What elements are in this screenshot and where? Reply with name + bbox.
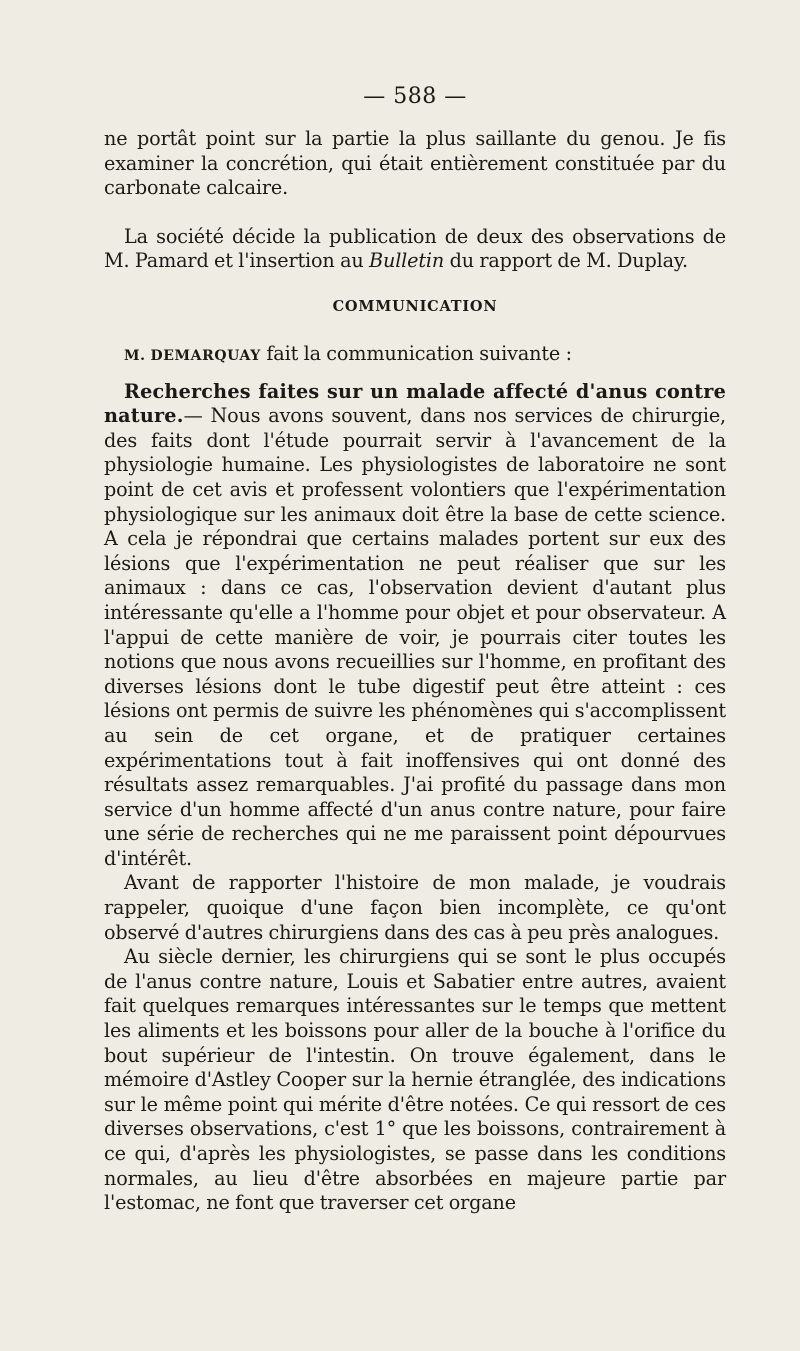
article-title: Recherches faites sur un malade affecté d'anus contre nature. — [104, 379, 726, 428]
title-dash: — — [183, 404, 211, 428]
decision-paragraph — [104, 225, 726, 274]
article-paragraph-1 — [104, 380, 726, 872]
decision-text-before: La société décide la publication de deux des observations de M. Pamard et l'insertion au — [104, 224, 726, 273]
communication-block — [104, 342, 726, 1216]
speaker-name: M. DEMARQUAY — [124, 348, 261, 364]
section-heading: COMMUNICATION — [332, 298, 498, 315]
speaker-line — [104, 342, 726, 369]
intro-block — [104, 127, 726, 274]
decision-text-after: du rapport de M. Duplay. — [444, 249, 688, 273]
continuation-paragraph: ne portât point sur la partie la plus saillante du genou. Je fis examiner la concrétion, qui était entièrement constituée par du carbonate calcaire. — [104, 127, 726, 200]
paragraph-1-text: Nous avons souvent, dans nos services de chirurgie, des faits dont l'étude pourrait servir à l'avancement de la physiologie humaine. Les physiologistes de laboratoire ne sont point de cet avis et professent volontiers que l'expérimentation physiologique sur les animaux doit être la base de cette science. A cela je répondrai que certains malades portent sur eux des lésions que l'expérimentation ne peut réaliser que sur les animaux : dans ce cas, l'observation devient d'autant plus intéressante qu'elle a l'homme pour objet et pour observateur. A l'appui de cette manière de voir, je pourrais citer toutes les notions que nous avons recueillies sur l'homme, en profitant des diverses lésions dont le tube digestif peut être atteint : ces lésions ont permis de suivre les phénomènes qui s'accomplissent au sein de cet organe, et de pratiquer certaines expérimentations tout à fait inoffensives qui ont donné des résultats assez remarquables. J'ai profité du passage dans mon service d'un homme affecté d'un anus contre nature, pour faire une série de recherches qui ne me paraissent point dépourvues d'intérêt. — [104, 404, 726, 870]
bulletin-title: Bulletin — [369, 249, 445, 273]
page-number: — 588 — — [363, 84, 467, 109]
speaker-text: fait la communication suivante : — [260, 342, 572, 365]
article-paragraph-2: Avant de rapporter l'histoire de mon malade, je voudrais rappeler, quoique d'une façon bien incomplète, ce qu'ont observé d'autres chirurgiens dans des cas à peu près analogues. — [104, 871, 726, 944]
article-paragraph-3: Au siècle dernier, les chirurgiens qui se sont le plus occupés de l'anus contre nature, Louis et Sabatier entre autres, avaient fait quelques remarques intéressantes sur le temps que mettent les aliments et les boissons pour aller de la bouche à l'orifice du bout supérieur de l'intestin. On trouve également, dans le mémoire d'Astley Cooper sur la hernie étranglée, des indications sur le même point qui mérite d'être notées. Ce qui ressort de ces diverses observations, c'est 1° que les boissons, contrairement à ce qui, d'après les physiologistes, se passe dans les conditions normales, au lieu d'être absorbées en majeure partie par l'estomac, ne font que traverser cet organe — [104, 945, 726, 1215]
